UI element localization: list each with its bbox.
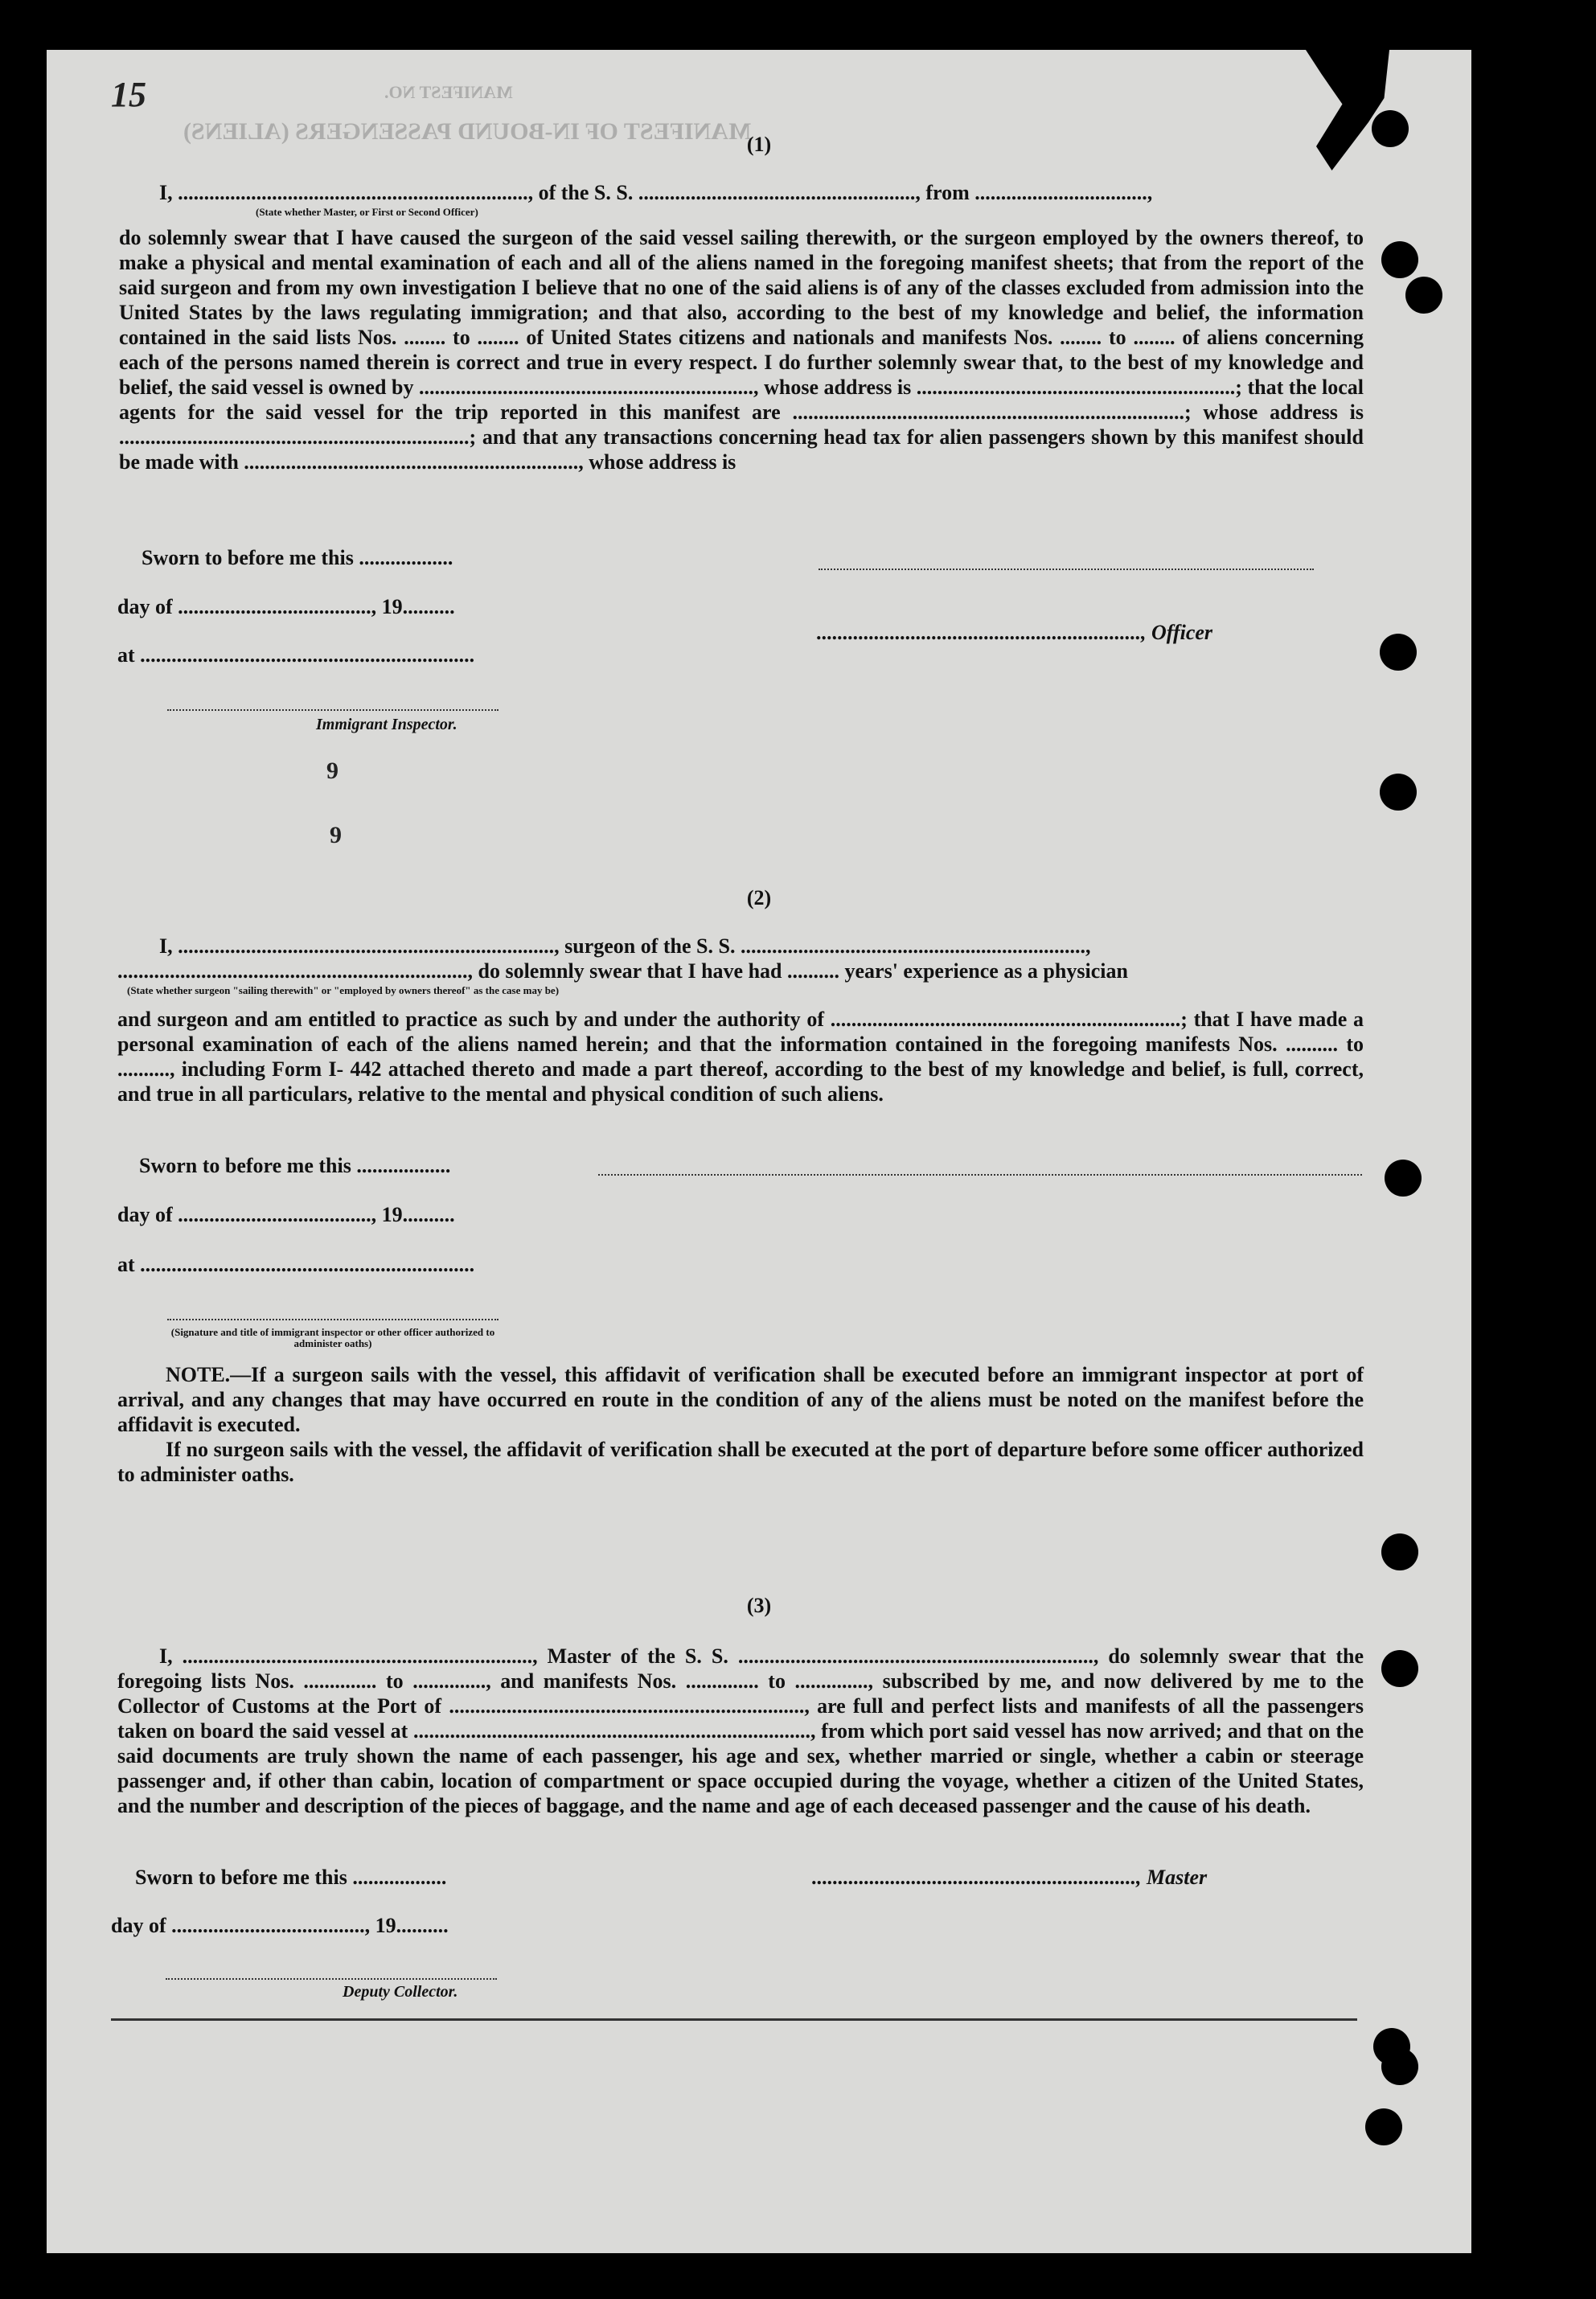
punch-hole	[1381, 1533, 1418, 1570]
section-2-signature-line	[598, 1174, 1362, 1176]
section-1-number: (1)	[746, 133, 772, 156]
section-1-body: do solemnly swear that I have caused the surgeon of the said vessel sailing therewith, or the surgeon employed by the owners thereof, to make a physical and mental examination of each and all of the aliens named in the foregoing manifest sheets; that from the report of the said surgeon and from my own investigation I believe that no one of the said aliens is of any of the classes excluded from admission into the United States by the laws regulating immigration; and that also, according to the best of my knowledge and belief, the information contained in the said lists Nos. ........ to ........ of United States citizens and nationals and manifests Nos. ........ to ........ of aliens concerning each of the persons named therein is correct and true in every respect. I do further solemnly swear that, to the best of my knowledge and belief, the said vessel is owned by ................................................................, whose address is .............................................................; that the local agents for the said vessel for the trip reported in this manifest are ...........................................................................; whose address is ...................................................................; and that any transactions concerning head tax for alien passengers shown by this manifest should be made with ................................................................, whose address is	[119, 226, 1364, 474]
punch-hole	[1381, 241, 1418, 278]
section-3-body: I, ..................................................................., Master of the S. S. ...................................................................., do solemnly swear that the foregoing lists Nos. .............. to .............., and manifests Nos. .............. to .............., subscribed by me, and now delivered by me to the Collector of Customs at the Port of ...................................................................., are full and perfect lists and manifests of all the passengers taken on board the said vessel at ............................................................................, from which port said vessel has now arrived; and that on the said documents are truly shown the name of each passenger, his age and sex, whether married or single, whether a cabin or steerage passenger and, if other than cabin, location of compartment or space occupied during the voyage, whether a citizen of the United States, and the number and description of the pieces of baggage, and the name and age of each deceased passenger and the cause of his death.	[117, 1644, 1364, 1817]
section-2-at: at ................................................................	[117, 1253, 475, 1276]
section-2-opening-line: I, ........................................................................, surgeon of the S. S. ..................................................................,	[159, 934, 1091, 958]
section-3-sworn: Sworn to before me this ..................	[135, 1866, 447, 1889]
section-1-inspector-line	[167, 709, 498, 711]
section-2-inspector-line	[167, 1319, 498, 1320]
section-3-deputy-caption: Deputy Collector.	[343, 1983, 458, 2001]
section-1-officer-line: .............................................................., Officer	[817, 621, 1213, 644]
section-2-day-of: day of ....................................., 19..........	[117, 1203, 455, 1226]
section-2-signature-caption: (Signature and title of immigrant inspector or other officer authorized to administer oaths)	[170, 1326, 495, 1349]
note-paragraph-2: If no surgeon sails with the vessel, the affidavit of verification shall be executed at the port of departure before some officer authorized to administer oaths.	[117, 1438, 1364, 1486]
manifest-page	[47, 50, 1471, 2253]
section-1-signature-line	[819, 569, 1314, 570]
note-paragraph-1: NOTE.—If a surgeon sails with the vessel, this affidavit of verification shall be executed before an immigrant inspector at port of arrival, and any changes that may have occurred en route in the condition of any of the aliens must be noted on the manifest before the affidavit is executed.	[117, 1363, 1364, 1436]
handwritten-mark: 9	[326, 757, 338, 784]
section-1-day-of: day of ....................................., 19..........	[117, 595, 455, 618]
handwritten-mark: 9	[330, 822, 342, 848]
punch-hole	[1381, 1650, 1418, 1687]
punch-hole	[1381, 2048, 1418, 2085]
punch-hole	[1380, 774, 1417, 811]
punch-hole	[1365, 2108, 1402, 2145]
section-1-opening-line: I, ..................................................................., of the S. S. ....................................................., from .................................,	[159, 181, 1153, 204]
section-1-inspector-caption: Immigrant Inspector.	[316, 716, 457, 733]
section-1-sworn: Sworn to before me this ..................	[142, 546, 453, 569]
section-3-day-of: day of ....................................., 19..........	[111, 1914, 449, 1937]
section-2-number: (2)	[746, 886, 772, 909]
punch-hole	[1385, 1160, 1422, 1197]
bleed-through-manifest-no: MANIFEST NO.	[384, 82, 513, 102]
section-1-at: at ................................................................	[117, 643, 475, 667]
section-1-master-caption: (State whether Master, or First or Second Officer)	[256, 206, 478, 218]
punch-hole	[1380, 634, 1417, 671]
section-2-surgeon-caption: (State whether surgeon "sailing therewith" or "employed by owners thereof" as the case may be)	[127, 984, 560, 996]
section-2-second-line: ..................................................................., do solemnly swear that I have had .......... years' experience as a physician	[117, 959, 1128, 983]
punch-hole	[1405, 277, 1442, 314]
section-3-master-line: .............................................................., Master	[812, 1866, 1208, 1889]
bottom-rule	[111, 2018, 1357, 2021]
bleed-through-header: MANIFEST OF IN-BOUND PASSENGERS (ALIENS)	[183, 118, 752, 145]
section-2-body: and surgeon and am entitled to practice as such by and under the authority of ...................................................................; that I have made a personal examination of each of the aliens named herein; and that the information contained in the foregoing manifests Nos. .......... to .........., including Form I- 442 attached thereto and made a part thereof, according to the best of my knowledge and belief, is full, correct, and true in all particulars, relative to the mental and physical condition of such aliens.	[117, 1008, 1364, 1106]
section-3-deputy-line	[166, 1978, 497, 1980]
section-3-number: (3)	[746, 1594, 772, 1617]
section-2-sworn: Sworn to before me this ..................	[139, 1154, 451, 1177]
page-number-mark: 15	[111, 75, 146, 114]
